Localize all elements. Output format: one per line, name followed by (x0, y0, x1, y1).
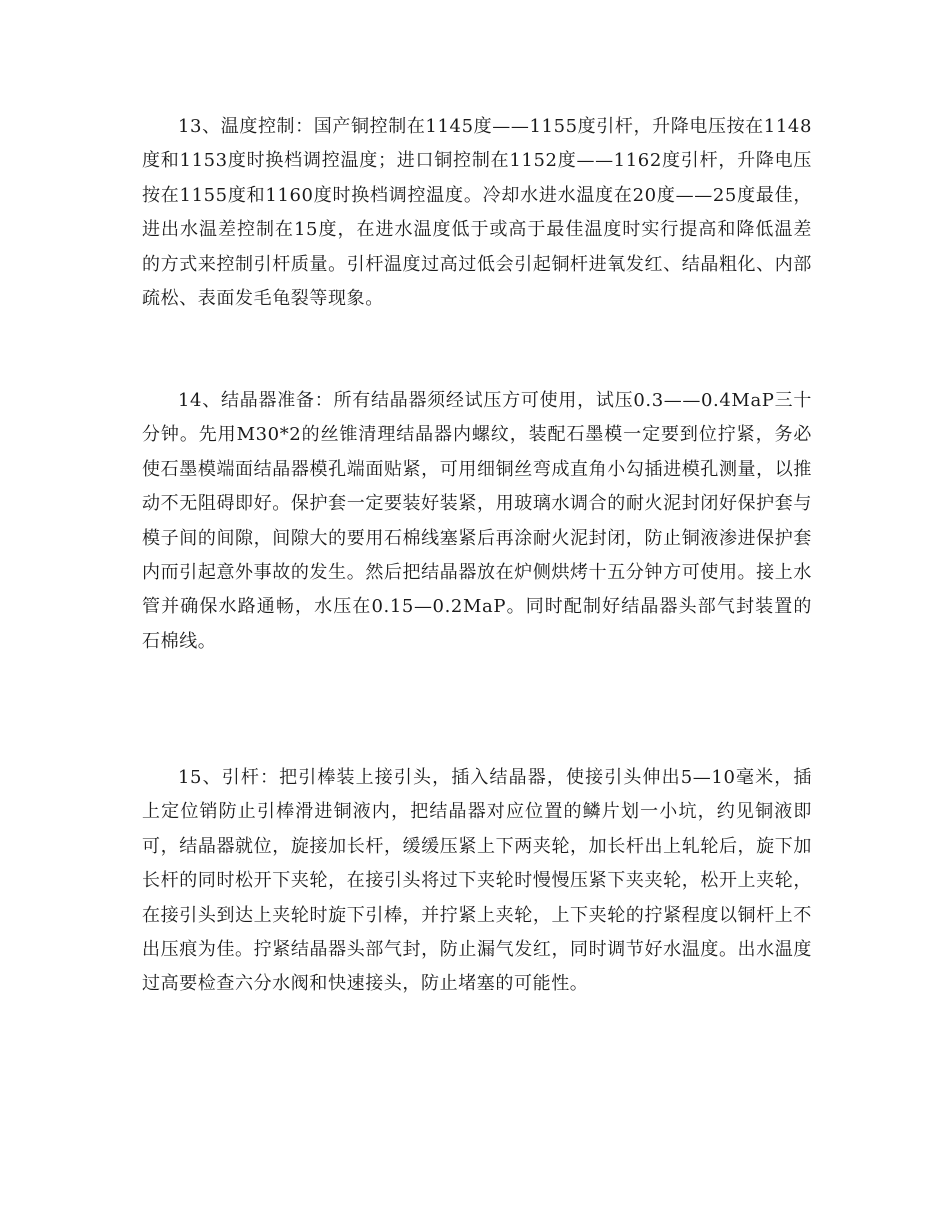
paragraph-13-temperature-control: 13、温度控制：国产铜控制在1145度——1155度引杆，升降电压按在1148度和1153度时换档调控温度；进口铜控制在1152度——1162度引杆，升降电压按在1155度和1160度时换档调控温度。冷却水进水温度在20度——25度最佳，进出水温差控制在15度，在进水温度低于或高于最佳温度时实行提高和降低温差的方式来控制引杆质量。引杆温度过高过低会引起铜杆进氧发红、结晶粗化、内部疏松、表面发毛龟裂等现象。 (142, 116, 812, 310)
paragraph-15-rod-leading: 15、引杆：把引棒装上接引头，插入结晶器，使接引头伸出5—10毫米，插上定位销防止引棒滑进铜液内，把结晶器对应位置的鳞片划一小坑，约见铜液即可，结晶器就位，旋接加长杆，缓缓压紧上下两夹轮，加长杆出上轧轮后，旋下加长杆的同时松开下夹轮，在接引头将过下夹轮时慢慢压紧下夹夹轮，松开上夹轮，在接引头到达上夹轮时旋下引棒，并拧紧上夹轮，上下夹轮的拧紧程度以铜杆上不出压痕为佳。拧紧结晶器头部气封，防止漏气发红，同时调节好水温度。出水温度过高要检查六分水阀和快速接头，防止堵塞的可能性。 (142, 767, 812, 995)
paragraph-14-crystallizer-preparation: 14、结晶器准备：所有结晶器须经试压方可使用，试压0.3——0.4MaP三十分钟。先用M30*2的丝锥清理结晶器内螺纹，装配石墨模一定要到位拧紧，务必使石墨模端面结晶器模孔端面贴紧，可用细铜丝弯成直角小勾插进模孔测量，以推动不无阻碍即好。保护套一定要装好装紧，用玻璃水调合的耐火泥封闭好保护套与模子间的间隙，间隙大的要用石棉线塞紧后再涂耐火泥封闭，防止铜液渗进保护套内而引起意外事故的发生。然后把结晶器放在炉侧烘烤十五分钟方可使用。接上水管并确保水路通畅，水压在0.15—0.2MaP。同时配制好结晶器头部气封装置的石棉线。 (142, 390, 812, 652)
